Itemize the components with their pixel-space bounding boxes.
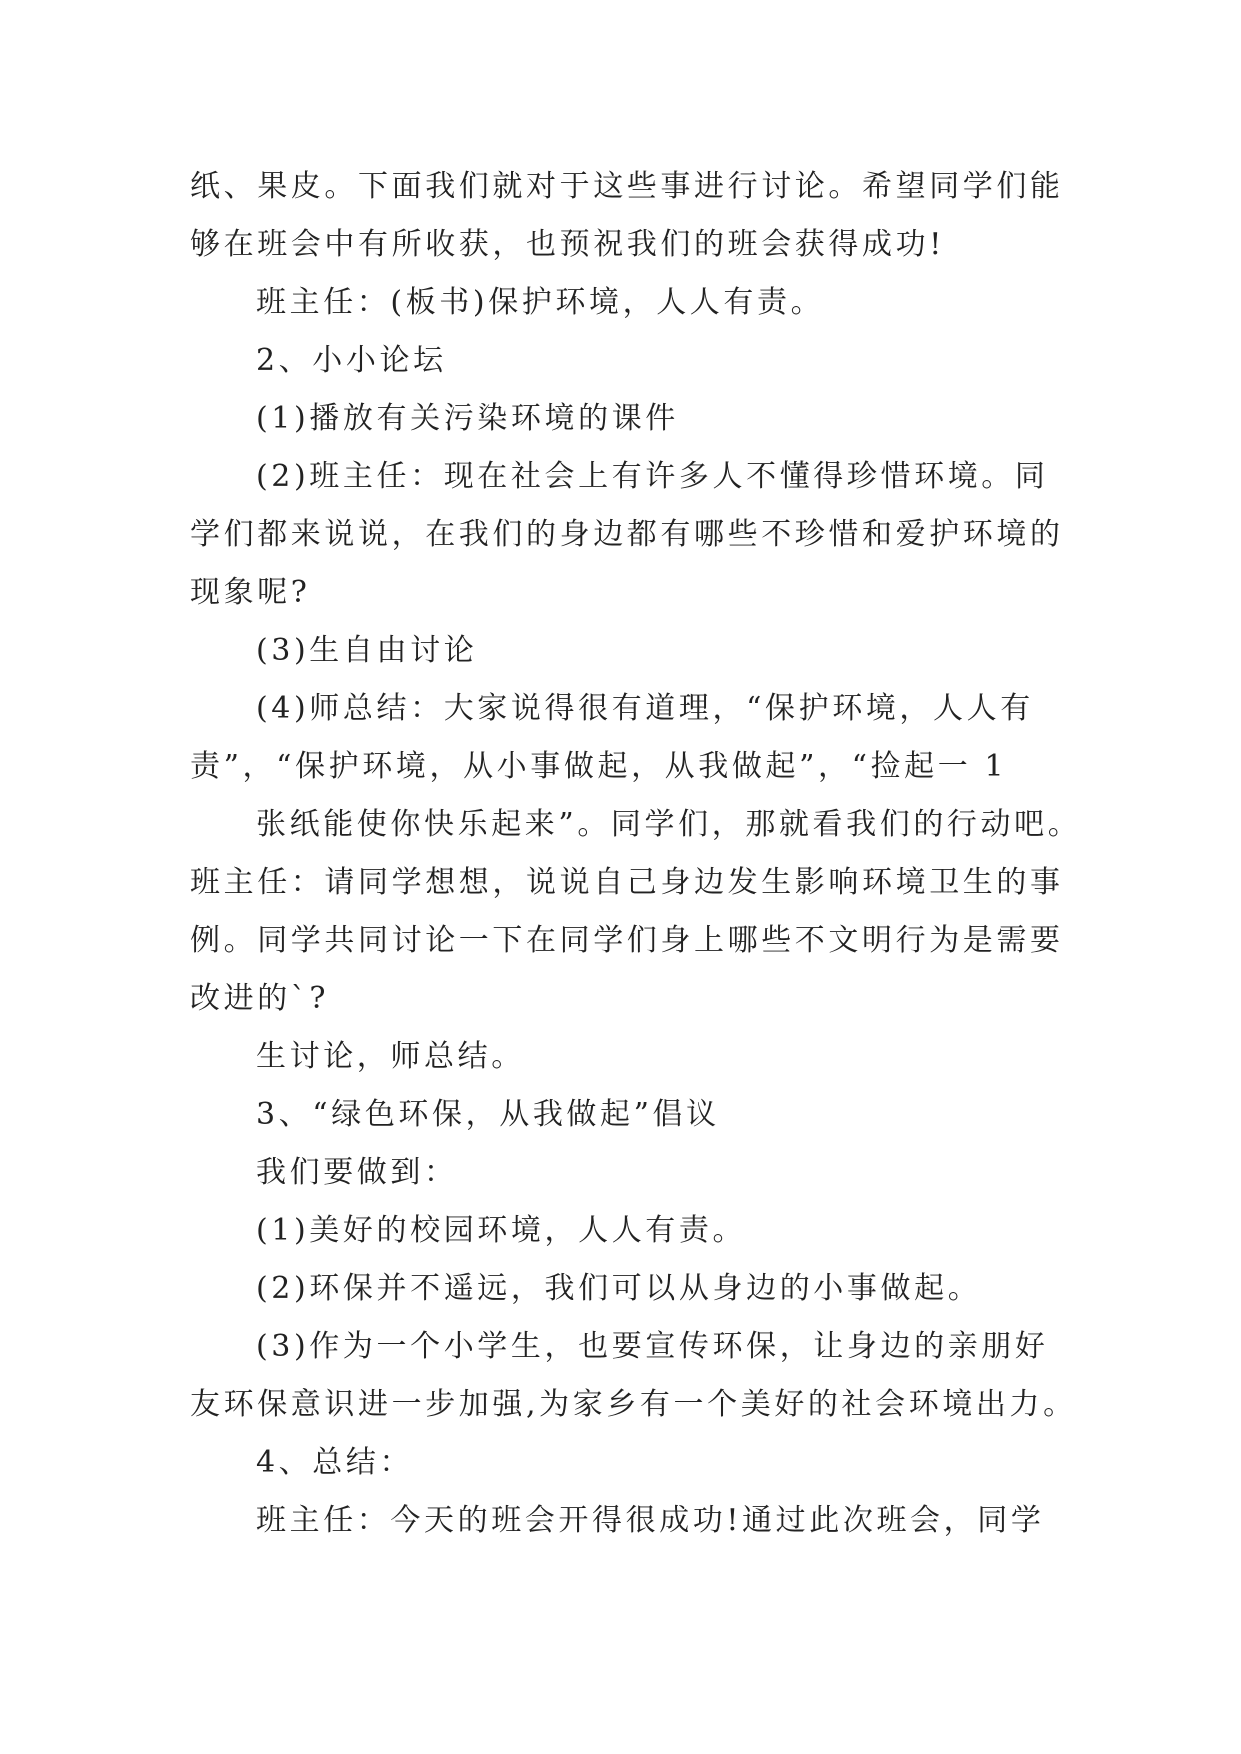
text-line: (3)生自由讨论 (256, 633, 478, 668)
text-line: 4、总结： (256, 1445, 414, 1480)
document-body (190, 158, 1082, 1550)
text-line: (1)美好的校园环境，人人有责。 (256, 1213, 747, 1248)
text-line: 现象呢? (190, 575, 311, 610)
text-line: 例。同学共同讨论一下在同学们身上哪些不文明行为是需要 (190, 923, 1064, 958)
text-line: (2)班主任：现在社会上有许多人不懂得珍惜环境。同 (256, 459, 1049, 494)
text-line: 纸、果皮。下面我们就对于这些事进行讨论。希望同学们能 (190, 169, 1064, 204)
text-line: 班主任：今天的班会开得很成功!通过此次班会，同学 (256, 1503, 1045, 1538)
text-line: (4)师总结：大家说得很有道理，“保护环境，人人有 (256, 691, 1034, 726)
text-line: 生讨论，师总结。 (256, 1039, 525, 1074)
text-line: 3、“绿色环保，从我做起”倡议 (256, 1097, 720, 1132)
text-line: 2、小小论坛 (256, 343, 447, 378)
text-line: 改进的`? (190, 981, 330, 1016)
text-line: 班主任：请同学想想，说说自己身边发生影响环境卫生的事 (190, 865, 1064, 900)
text-line: (1)播放有关污染环境的课件 (256, 401, 679, 436)
text-line: 班主任：(板书)保护环境，人人有责。 (256, 285, 825, 320)
text-line: 学们都来说说，在我们的身边都有哪些不珍惜和爱护环境的 (190, 517, 1064, 552)
text-line: 张纸能使你快乐起来”。同学们，那就看我们的行动吧。 (256, 807, 1082, 842)
text-line: 够在班会中有所收获，也预祝我们的班会获得成功! (190, 227, 945, 262)
text-line: (2)环保并不遥远，我们可以从身边的小事做起。 (256, 1271, 982, 1306)
text-line: 责”，“保护环境，从小事做起，从我做起”，“捡起一 1 (190, 749, 1008, 784)
text-line: 我们要做到： (256, 1155, 458, 1190)
text-line: (3)作为一个小学生，也要宣传环保，让身边的亲朋好 (256, 1329, 1049, 1364)
text-line: 友环保意识进一步加强,为家乡有一个美好的社会环境出力。 (190, 1387, 1077, 1422)
